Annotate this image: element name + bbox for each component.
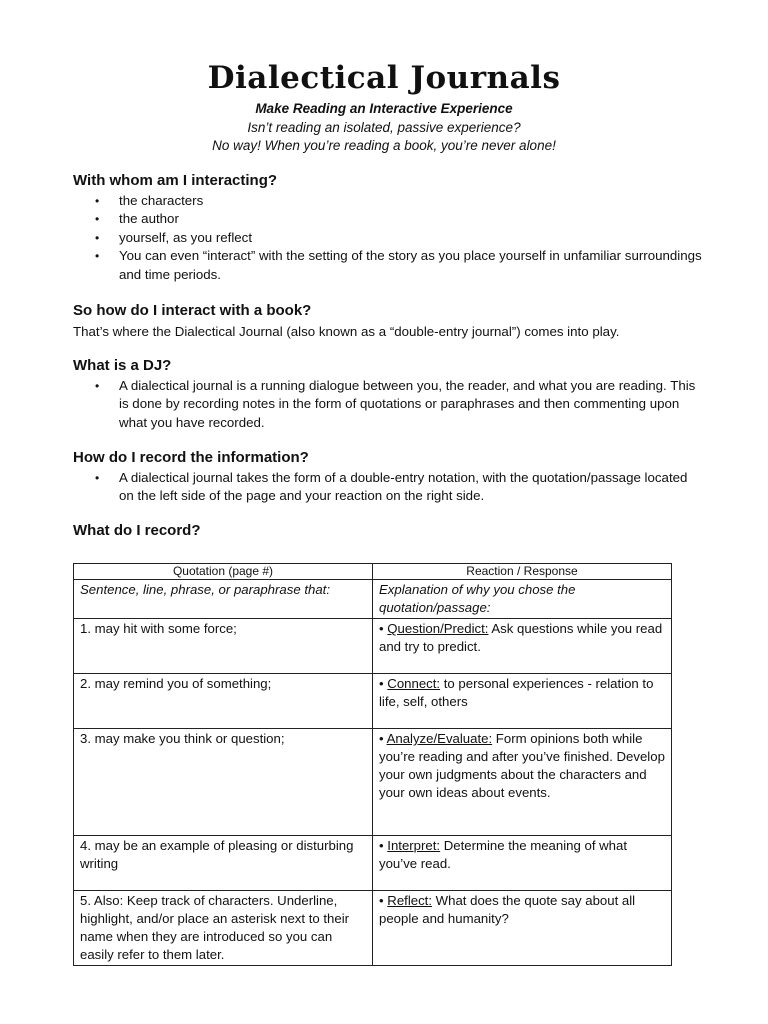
- table-cell: Sentence, line, phrase, or paraphrase that:: [74, 580, 373, 619]
- reaction-term: Analyze/Evaluate:: [386, 731, 493, 746]
- table-cell: [373, 729, 672, 836]
- reaction-term: Interpret:: [387, 838, 441, 853]
- bullet-icon: •: [95, 194, 100, 208]
- list-item: • the characters: [73, 192, 703, 210]
- bullet-icon: •: [95, 471, 100, 485]
- table-cell: 2. may remind you of something;: [74, 674, 373, 729]
- section-heading-how-record: How do I record the information?: [73, 449, 309, 466]
- table-cell: 3. may make you think or question;: [74, 729, 373, 836]
- reaction-desc: Determine the meaning of what you’ve read.: [379, 838, 628, 871]
- table-row: [74, 836, 672, 891]
- list-item: • You can even “interact” with the setting of the story as you place yourself in unfamiliar surroundings and time periods.: [95, 248, 702, 282]
- section-heading-what-is-dj: What is a DJ?: [73, 357, 172, 374]
- dialectical-journal-table: [73, 563, 672, 966]
- bullet-icon: •: [95, 249, 100, 264]
- reaction-desc: Ask questions while you read and try to predict.: [379, 621, 663, 654]
- column-header-quotation: Quotation (page #): [74, 564, 373, 580]
- table-cell: [373, 891, 672, 966]
- table-cell: 4. may be an example of pleasing or disturbing writing: [74, 836, 373, 891]
- list-item: • the author: [73, 210, 703, 228]
- bullet-icon: •: [95, 230, 100, 245]
- reaction-term: Reflect:: [387, 893, 433, 908]
- subtitle-line-2: Isn’t reading an isolated, passive experience?: [247, 120, 521, 135]
- table-cell: Explanation of why you chose the quotation/passage:: [373, 580, 672, 619]
- reaction-term: Connect:: [387, 676, 441, 691]
- reaction-desc: to personal experiences - relation to life, self, others: [379, 676, 654, 709]
- reaction-term: Question/Predict:: [387, 621, 489, 636]
- section-heading-how-interact: So how do I interact with a book?: [73, 302, 312, 319]
- table-row: [74, 619, 672, 674]
- reaction-desc: What does the quote say about all people and humanity?: [379, 893, 636, 926]
- bullet-icon: •: [95, 212, 100, 227]
- table-row: [74, 674, 672, 729]
- column-header-reaction: Reaction / Response: [373, 564, 672, 580]
- table-cell: [373, 674, 672, 729]
- how-interact-text: That’s where the Dialectical Journal (also known as a “double-entry journal”) comes into play.: [73, 324, 620, 339]
- table-cell: [373, 619, 672, 674]
- subtitle-line-3: No way! When you’re reading a book, you’re never alone!: [212, 138, 556, 153]
- table-row: [74, 580, 672, 619]
- interacting-list: [73, 192, 703, 284]
- bullet-icon: •: [379, 893, 384, 908]
- list-item: • A dialectical journal takes the form of a double-entry notation, with the quotation/passage located on the left side of the page and your reaction on the right side.: [95, 470, 688, 504]
- bullet-icon: •: [379, 621, 384, 636]
- list-item: • A dialectical journal is a running dialogue between you, the reader, and what you are reading. This is done by recording notes in the form of quotations or paraphrases and then commenting upon what you have recorded.: [95, 378, 696, 430]
- section-heading-interacting: With whom am I interacting?: [73, 172, 278, 189]
- table-row: [74, 891, 672, 966]
- table-header-row: [74, 564, 672, 580]
- section-heading-what-record: What do I record?: [73, 522, 201, 539]
- what-is-dj-list: [73, 377, 703, 432]
- page-title: Dialectical Journals: [207, 60, 561, 96]
- table-cell: [373, 836, 672, 891]
- table-cell: 1. may hit with some force;: [74, 619, 373, 674]
- bullet-icon: •: [379, 838, 384, 853]
- bullet-icon: •: [379, 676, 384, 691]
- list-item: • yourself, as you reflect: [73, 229, 703, 247]
- bullet-icon: •: [379, 731, 384, 746]
- table-cell: 5. Also: Keep track of characters. Underline, highlight, and/or place an asterisk next to their name when they are introduced so you can easily refer to them later.: [74, 891, 373, 966]
- bullet-icon: •: [95, 379, 100, 393]
- how-record-list: [73, 469, 703, 506]
- subtitle-line-1: Make Reading an Interactive Experience: [255, 101, 513, 116]
- table-row: [74, 729, 672, 836]
- reaction-desc: Form opinions both while you’re reading and after you’ve finished. Develop your own judgments about the characters and your own ideas about events.: [379, 731, 665, 800]
